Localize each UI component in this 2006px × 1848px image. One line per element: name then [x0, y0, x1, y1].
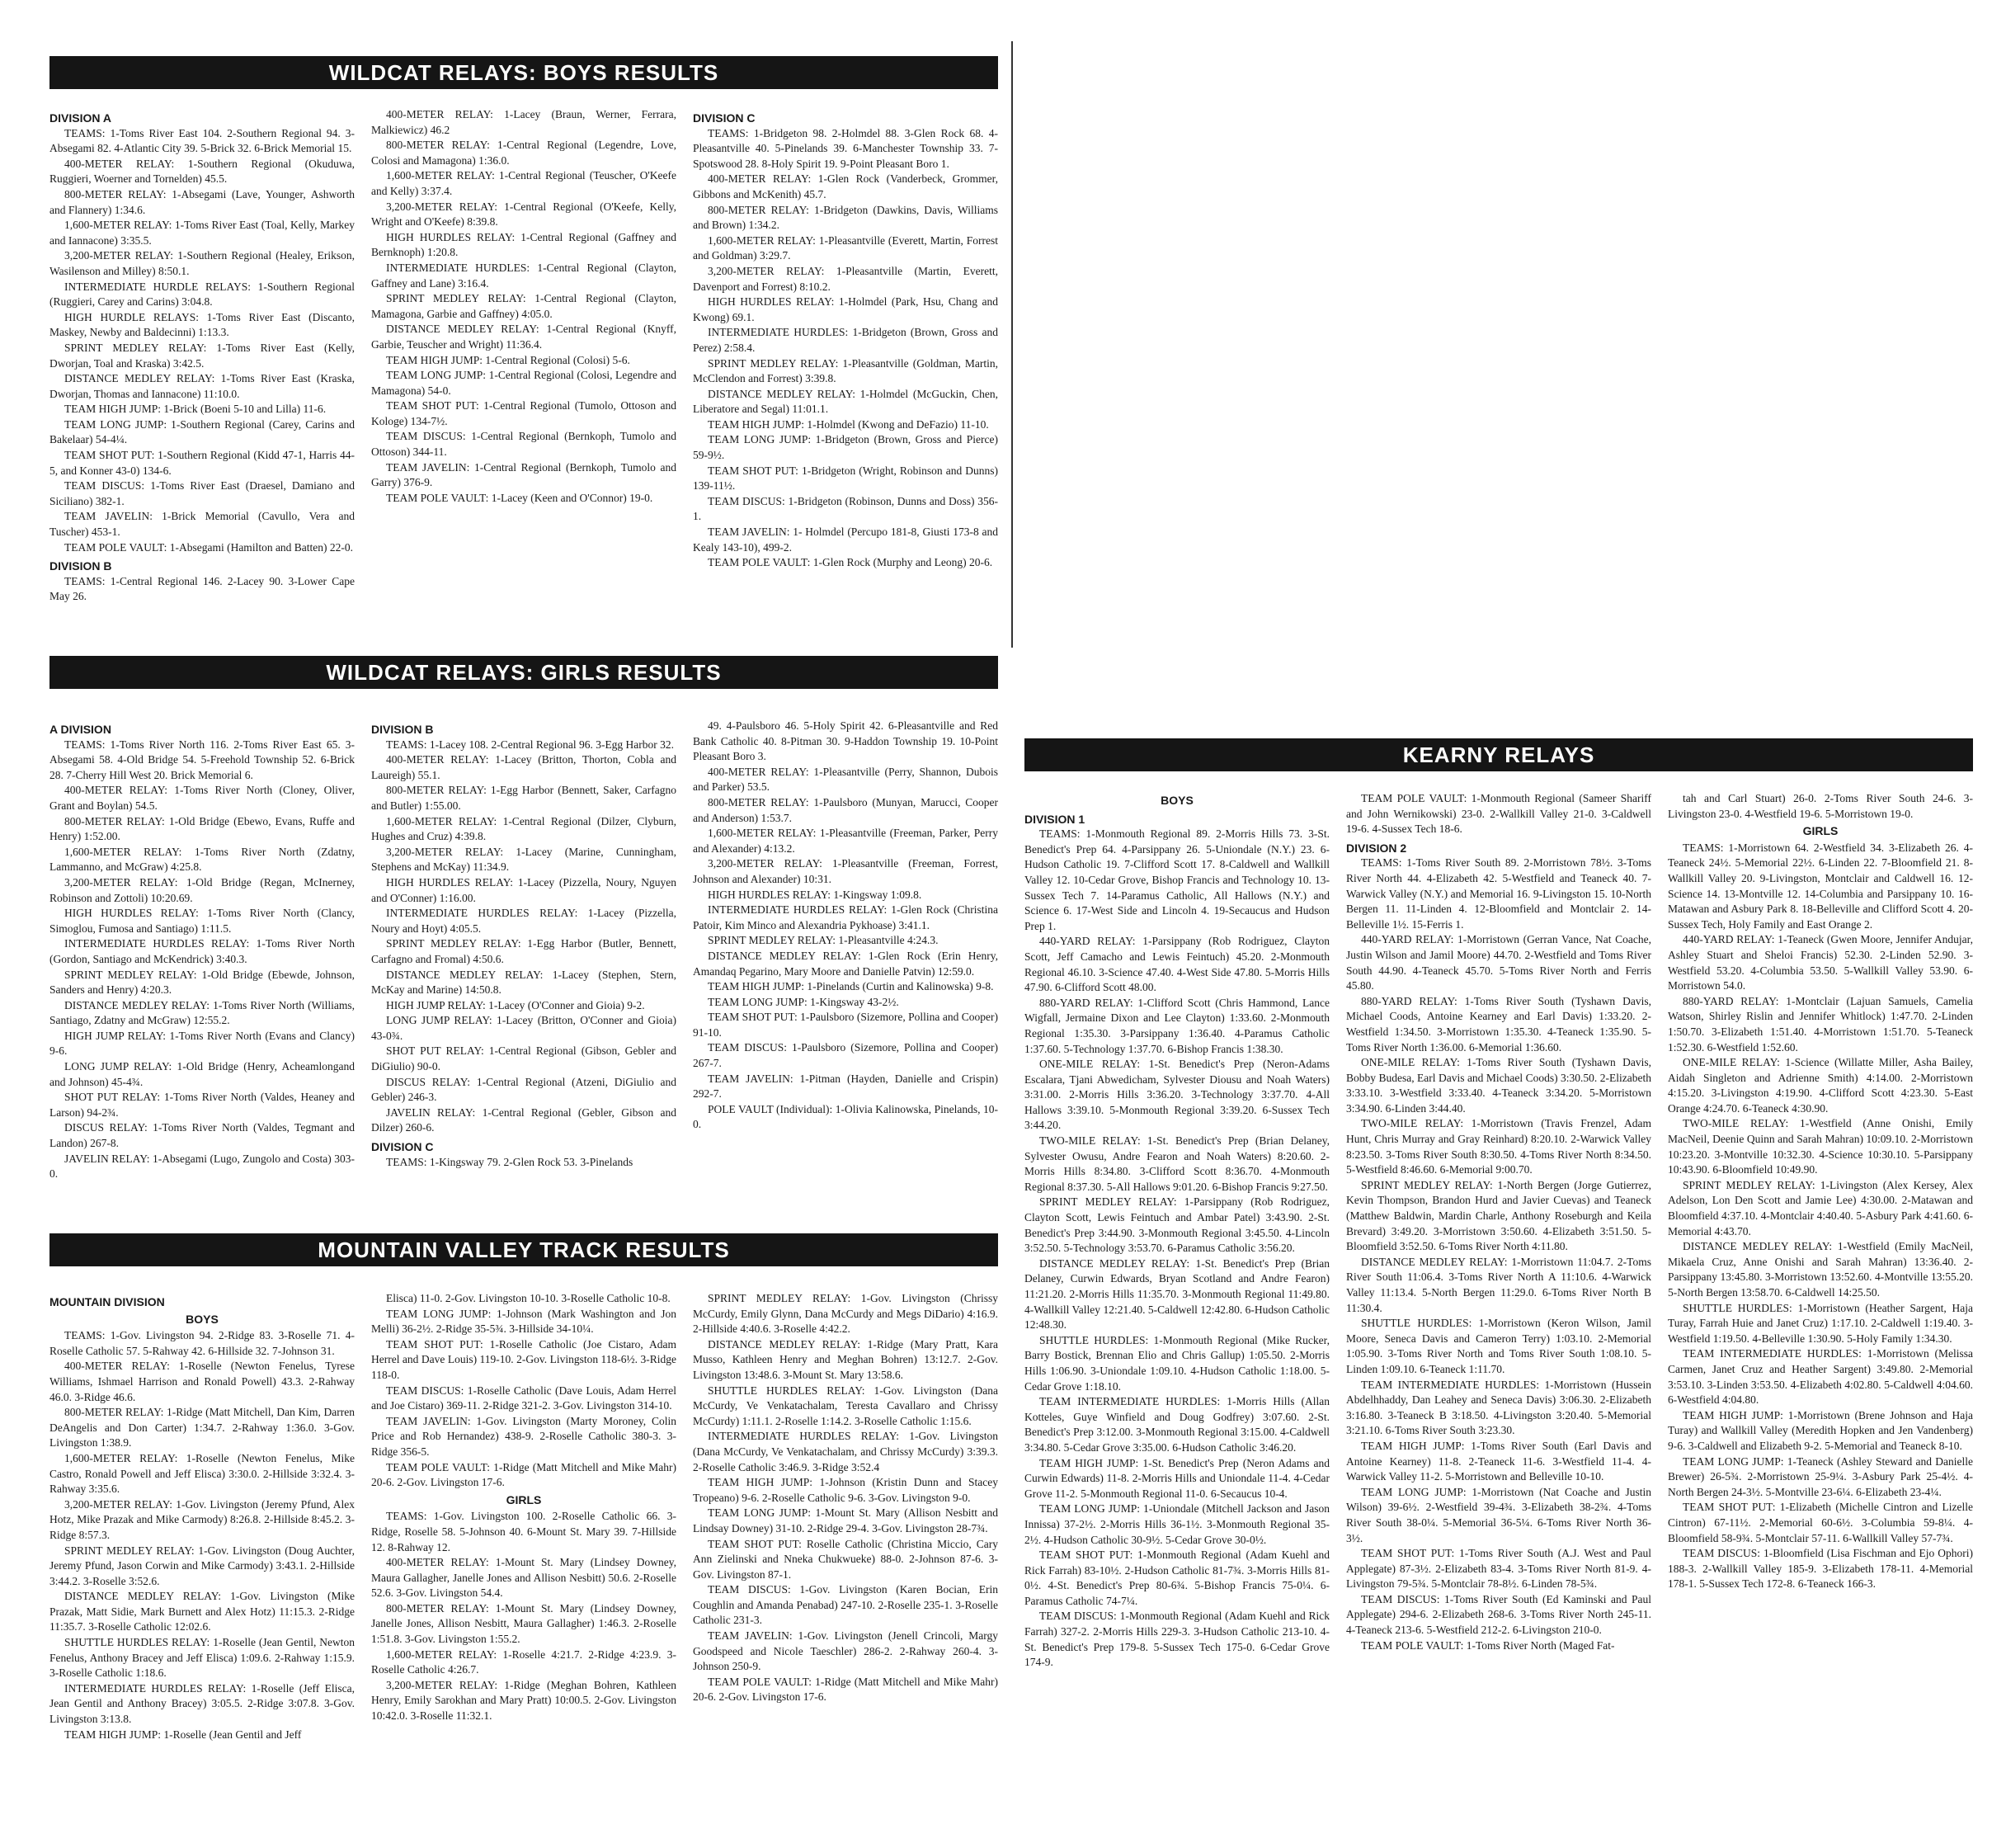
result-entry: SPRINT MEDLEY RELAY: 1-Old Bridge (Ebewde, Johnson, Sanders and Henry) 4:20.3.: [49, 968, 355, 997]
result-entry: 400-METER RELAY: 1-Mount St. Mary (Lindsey Downey, Maura Gallagher, Janelle Jones and Allison Nesbitt) 50.6. 2-Roselle 52.6. 3-Gov. Livingston 54.4.: [371, 1556, 676, 1600]
result-entry: TEAM JAVELIN: 1-Central Regional (Bernkoph, Tumolo and Garry) 376-9.: [371, 460, 676, 489]
result-entry: TEAMS: 1-Gov. Livingston 100. 2-Roselle Catholic 66. 3-Ridge, Roselle 58. 5-Johnson 40. 6-Mount St. Mary 39. 7-Hillside 12. 8-Rahway 12.: [371, 1510, 676, 1553]
boys-col-2: [371, 107, 676, 635]
division-heading: DIVISION B: [49, 559, 112, 573]
girls-results-banner: WILDCAT RELAYS: GIRLS RESULTS: [49, 656, 998, 689]
result-entry: SPRINT MEDLEY RELAY: 1-Central Regional (Clayton, Mamagona, Garbie and Gaffney) 4:05.0.: [371, 292, 676, 320]
result-entry: TEAM LONG JUMP: 1-Southern Regional (Carey, Carins and Bakelaar) 54-4¼.: [49, 417, 355, 446]
result-entry: TEAM HIGH JUMP: 1-St. Benedict's Prep (Neron Adams and Curwin Edwards) 11-8. 2-Morris Hills and Uniondale 11-4. 4-Cedar Grove 11-2. 5-Monmouth Regional 11-0. 6-Secaucus 10-4.: [1024, 1456, 1330, 1500]
result-entry: 3,200-METER RELAY: 1-Gov. Livingston (Jeremy Pfund, Alex Hotz, Mike Prazak and Mike Carmody) 8:26.8. 2-Hillside 8:45.2. 3-Ridge 8:57.3.: [49, 1497, 355, 1541]
result-entry: TEAM DISCUS: 1-Bridgeton (Robinson, Dunns and Doss) 356-1.: [693, 494, 998, 523]
result-entry: SPRINT MEDLEY RELAY: 1-Pleasantville 4:24.3.: [708, 934, 939, 947]
result-entry: 1,600-METER RELAY: 1-Central Regional (Teuscher, O'Keefe and Kelly) 3:37.4.: [371, 169, 676, 197]
result-entry: DISTANCE MEDLEY RELAY: 1-Glen Rock (Erin Henry, Amandaq Pegarino, Mary Moore and Danielle Patvin) 12:59.0.: [693, 949, 998, 978]
result-entry: LONG JUMP RELAY: 1-Old Bridge (Henry, Acheamlongand and Johnson) 45-4¾.: [49, 1060, 355, 1088]
result-entry: TEAM JAVELIN: 1-Pitman (Hayden, Danielle and Crispin) 292-7.: [693, 1072, 998, 1101]
result-entry: TWO-MILE RELAY: 1-Westfield (Anne Onishi, Emily MacNeil, Deenie Quinn and Sarah Mahran) 10:09.10. 2-Morristown 10:23.20. 3-Montville 10:32.30. 4-Science 10:30.10. 5-Parsippany 10:43.90. 6-Bloomfield 10:49.90.: [1668, 1117, 1973, 1176]
gender-heading: BOYS: [1161, 794, 1194, 807]
result-entry: DISTANCE MEDLEY RELAY: 1-St. Benedict's Prep (Brian Delaney, Curwin Edwards, Bryan Scotland and Andre Fearon) 11:21.20. 2-Morris Hills 11:35.70. 3-Monmouth Regional 11:49.80. 4-Wallkill Valley 12:21.40. 5-Caldwell 12:42.80. 6-Hudson Catholic 12:48.30.: [1024, 1256, 1330, 1332]
result-entry: DISTANCE MEDLEY RELAY: 1-Central Regional (Knyff, Garbie, Teuscher and Wright) 11:36.4.: [371, 323, 676, 351]
result-entry: TEAM SHOT PUT: 1-Southern Regional (Kidd 47-1, Harris 44-5, and Konner 43-0) 134-6.: [49, 449, 355, 477]
girls-col-2: [371, 719, 676, 1205]
result-entry: 3,200-METER RELAY: 1-Pleasantville (Martin, Everett, Davenport and Forrest) 8:10.2.: [693, 264, 998, 293]
result-entry: TWO-MILE RELAY: 1-St. Benedict's Prep (Brian Delaney, Sylvester Owusu, Andre Fearon and Noah Waters) 8:20.60. 2-Morris Hills 8:34.80. 3-Clifford Scott 8:36.70. 4-Monmouth Regional 8:37.30. 5-All Hallows 9:01.20. 6-Bishop Francis 9:27.50.: [1024, 1134, 1330, 1193]
girls-col-3: [693, 719, 998, 1205]
result-entry: TEAM DISCUS: 1-Central Regional (Bernkoph, Tumolo and Ottoson) 344-11.: [371, 430, 676, 459]
result-entry: DISCUS RELAY: 1-Toms River North (Valdes, Tegmant and Landon) 267-8.: [49, 1121, 355, 1150]
result-entry: 800-METER RELAY: 1-Bridgeton (Dawkins, Davis, Williams and Brown) 1:34.2.: [693, 203, 998, 232]
result-entry: 400-METER RELAY: 1-Lacey (Braun, Werner, Ferrara, Malkiewicz) 46.2: [371, 108, 676, 136]
result-entry: 1,600-METER RELAY: 1-Pleasantville (Freeman, Parker, Perry and Alexander) 4:13.2.: [693, 827, 998, 855]
result-entry: DISTANCE MEDLEY RELAY: 1-Holmdel (McGuckin, Chen, Liberatore and Segal) 11:01.1.: [693, 387, 998, 416]
result-entry: TEAM LONG JUMP: 1-Bridgeton (Brown, Gross and Pierce) 59-9½.: [693, 433, 998, 462]
result-entry: TEAM DISCUS: 1-Paulsboro (Sizemore, Pollina and Cooper) 267-7.: [693, 1041, 998, 1070]
result-entry: TEAMS: 1-Morristown 64. 2-Westfield 34. 3-Elizabeth 26. 4-Teaneck 24½. 5-Memorial 22½. 6-Linden 22. 7-Bloomfield 21. 8-Wallkill Valley 20. 9-Livingston, Montclair and Caldwell 16. 12-Science 14. 13-Montville 12. 14-Columbia and Parsippany 10. 16-Matawan and Asbury Park 8. 18-Belleville and Clifford Scott 4. 20-Sussex Tech, Holy Family and East Orange 2.: [1668, 841, 1973, 931]
kearny-results-banner: KEARNY RELAYS: [1024, 738, 1973, 771]
result-entry: 1,600-METER RELAY: 1-Central Regional (Dilzer, Clyburn, Hughes and Cruz) 4:39.8.: [371, 814, 676, 843]
result-entry: 440-YARD RELAY: 1-Teaneck (Gwen Moore, Jennifer Andujar, Ashley Stuart and Sheloi Francis) 52.30. 2-Linden 52.90. 3-Westfield 53.20. 4-Columbia 53.50. 5-Wallkill Valley 53.90. 6-Morristown 54.0.: [1668, 933, 1973, 992]
result-entry: SHOT PUT RELAY: 1-Central Regional (Gibson, Gebler and DiGiulio) 90-0.: [371, 1044, 676, 1073]
result-entry: TEAMS: 1-Toms River North 116. 2-Toms River East 65. 3-Absegami 58. 4-Old Bridge 54. 5-Freehold Township 52. 6-Brick 28. 7-Cherry Hill West 20. Brick Memorial 6.: [49, 738, 355, 781]
result-entry: JAVELIN RELAY: 1-Central Regional (Gebler, Gibson and Dilzer) 260-6.: [371, 1106, 676, 1134]
boys-col-1: [49, 107, 355, 635]
division-heading: DIVISION C: [693, 111, 756, 125]
result-entry: TEAM DISCUS: 1-Toms River South (Ed Kaminski and Paul Applegate) 294-6. 2-Elizabeth 268-6. 3-Toms River North 245-11. 4-Teaneck 213-6. 5-Westfield 212-2. 6-Livingston 210-0.: [1346, 1592, 1651, 1637]
result-entry: 400-METER RELAY: 1-Southern Regional (Okuduwa, Ruggieri, Woerner and Tornelden) 45.5.: [49, 157, 355, 186]
result-entry: HIGH JUMP RELAY: 1-Lacey (O'Conner and Gioia) 9-2.: [386, 998, 645, 1011]
result-entry: TEAM LONG JUMP: 1-Morristown (Nat Coache and Justin Wilson) 39-6½. 2-Westfield 39-4¾. 3-Elizabeth 38-2¾. 4-Toms River South 38-0¼. 5-Memorial 36-5¼. 6-Toms River North 36-3½.: [1346, 1485, 1651, 1544]
mountain-col-1: [49, 1291, 355, 1803]
result-entry: TEAM HIGH JUMP: 1-Holmdel (Kwong and DeFazio) 11-10.: [708, 417, 989, 431]
result-entry: TEAMS: 1-Kingsway 79. 2-Glen Rock 53. 3-Pinelands: [386, 1155, 633, 1168]
result-entry: 3,200-METER RELAY: 1-Ridge (Meghan Bohren, Kathleen Henry, Emily Sarokhan and Mary Pratt) 10:00.5. 2-Gov. Livingston 10:42.0. 3-Roselle 11:32.1.: [371, 1678, 676, 1723]
page-divider: [1011, 41, 1013, 648]
result-entry: TEAM HIGH JUMP: 1-Roselle (Jean Gentil and Jeff: [64, 1728, 302, 1741]
result-entry: TEAM SHOT PUT: Roselle Catholic (Christina Miccio, Cary Ann Zielinski and Nneka Chukwueke) 88-0. 2-Johnson 87-6. 3-Gov. Livingston 87-1.: [693, 1537, 998, 1581]
result-entry: SHUTTLE HURDLES RELAY: 1-Gov. Livingston (Dana McCurdy, Ve Venkatachalam, Teresta Cavallaro and Chrissy McCurdy) 1:11.1. 2-Roselle 1:14.2. 3-Roselle Catholic 1:15.6.: [693, 1384, 998, 1427]
result-entry: HIGH HURDLES RELAY: 1-Lacey (Pizzella, Noury, Nguyen and O'Conner) 1:16.00.: [371, 875, 676, 904]
result-entry: 800-METER RELAY: 1-Ridge (Matt Mitchell, Dan Kim, Darren DeAngelis and Don Carter) 1:34.7. 2-Rahway 1:36.0. 3-Gov. Livingston 1:38.9.: [49, 1406, 355, 1450]
result-entry: 800-METER RELAY: 1-Egg Harbor (Bennett, Saker, Carfagno and Butler) 1:55.00.: [371, 784, 676, 812]
result-entry: DISTANCE MEDLEY RELAY: 1-Toms River North (Williams, Santiago, Zdatny and McGraw) 12:55.2.: [49, 998, 355, 1027]
division-heading: DIVISION 2: [1346, 841, 1407, 855]
kearny-results-section: [1024, 738, 1973, 1811]
result-entry: 3,200-METER RELAY: 1-Southern Regional (Healey, Erikson, Wasilenson and Milley) 8:50.1.: [49, 249, 355, 277]
result-entry: SHUTTLE HURDLES: 1-Morristown (Heather Sargent, Haja Turay, Farrah Huie and Janet Cruz) 1:17.10. 2-Caldwell 1:19.40. 3-Westfield 1:19.50. 4-Belleville 1:30.90. 5-Holy Family 1:34.30.: [1668, 1301, 1973, 1345]
result-entry: TEAM JAVELIN: 1-Gov. Livingston (Marty Moroney, Colin Price and Rob Hernandez) 438-9. 2-Roselle Catholic 380-3. 3-Ridge 356-5.: [371, 1414, 676, 1458]
result-entry: SPRINT MEDLEY RELAY: 1-Pleasantville (Goldman, Martin, McClendon and Forrest) 3:39.8.: [693, 356, 998, 385]
result-entry: 400-METER RELAY: 1-Toms River North (Cloney, Oliver, Grant and Boylan) 54.5.: [49, 784, 355, 812]
result-entry: INTERMEDIATE HURDLES RELAY: 1-Roselle (Jeff Elisca, Jean Gentil and Anthony Bracey) 3:05.5. 2-Ridge 3:07.8. 3-Gov. Livingston 3:13.8.: [49, 1681, 355, 1726]
result-entry: TEAM LONG JUMP: 1-Johnson (Mark Washington and Jon Melli) 36-2½. 2-Ridge 35-5¾. 3-Hillside 34-10¼.: [371, 1307, 676, 1336]
result-entry: TEAMS: 1-Monmouth Regional 89. 2-Morris Hills 73. 3-St. Benedict's Prep 64. 4-Parsippany 26. 5-Uniondale (N.Y.) 23. 6-Hudson Catholic 19. 7-Clifford Scott 17. 8-Caldwell and Wallkill Valley 12. 10-Cedar Grove, Bishop Francis and Technology 10. 13-Sussex Tech 7. 14-Paramus Catholic, All Hallows (N.Y.) and Science 6. 17-West Side and Lincoln 4. 19-Secaucus and Hudson Prep 1.: [1024, 827, 1330, 932]
result-entry: TEAM LONG JUMP: 1-Teaneck (Ashley Steward and Danielle Brewer) 26-5¾. 2-Morristown 25-9¼. 3-Asbury Park 25-4½. 4-North Bergen 24-3½. 5-Montville 23-6¼. 6-Elizabeth 23-4¼.: [1668, 1454, 1973, 1498]
result-entry: DISTANCE MEDLEY RELAY: 1-Ridge (Mary Pratt, Kara Musso, Kathleen Henry and Meghan Bohren) 13:12.7. 2-Gov. Livingston 13:48.6. 3-Mount St. Mary 13:58.6.: [693, 1337, 998, 1381]
result-entry: TEAM SHOT PUT: 1-Toms River South (A.J. West and Paul Applegate) 87-3½. 2-Elizabeth 83-4. 3-Toms River North 81-9. 4-Livingston 79-5¾. 5-Montclair 78-8½. 6-Linden 78-5¾.: [1346, 1547, 1651, 1591]
result-entry: INTERMEDIATE HURDLES RELAY: 1-Gov. Livingston (Dana McCurdy, Ve Venkatachalam, and Chrissy McCurdy) 3:39.3. 2-Roselle Catholic 3:46.9. 3-Ridge 3:52.4: [693, 1430, 998, 1473]
boys-col-3: [693, 107, 998, 635]
result-entry: SPRINT MEDLEY RELAY: 1-Gov. Livingston (Doug Auchter, Jeremy Pfund, Jason Corwin and Mike Carmody) 3:43.1. 2-Hillside 3:44.2. 3-Roselle 3:52.6.: [49, 1544, 355, 1587]
result-entry: SPRINT MEDLEY RELAY: 1-Livingston (Alex Kersey, Alex Adelson, Lon Den Scott and Jamie Lee) 4:30.00. 2-Matawan and Bloomfield 4:37.10. 4-Montclair 4:40.40. 5-Asbury Park 4:41.60. 6-Memorial 4:43.70.: [1668, 1178, 1973, 1238]
result-entry: TEAM SHOT PUT: 1-Roselle Catholic (Joe Cistaro, Adam Herrel and Dave Louis) 119-10. 2-Gov. Livingston 118-6½. 3-Ridge 118-0.: [371, 1337, 676, 1381]
result-entry: TEAM POLE VAULT: 1-Ridge (Matt Mitchell and Mike Mahr) 20-6. 2-Gov. Livingston 17-6.: [693, 1675, 998, 1704]
result-entry: 1,600-METER RELAY: 1-Toms River North (Zdatny, Lammanno, and McGraw) 4:25.8.: [49, 845, 355, 874]
result-entry: TEAM HIGH JUMP: 1-Toms River South (Earl Davis and Antoine Kearney) 11-8. 2-Teaneck 11-6. 3-Westfield 11-4. 4-Warwick Valley 11-2. 5-Morristown and Belleville 10-10.: [1346, 1439, 1651, 1483]
result-entry: TEAM POLE VAULT: 1-Toms River North (Maged Fat-: [1361, 1638, 1615, 1652]
result-entry: 1,600-METER RELAY: 1-Roselle 4:21.7. 2-Ridge 4:23.9. 3-Roselle Catholic 4:26.7.: [371, 1648, 676, 1676]
result-entry: SPRINT MEDLEY RELAY: 1-Parsippany (Rob Rodriguez, Clayton Scott, Lewis Feintuch and Ambar Patel) 3:43.90. 2-St. Benedict's Prep 3:44.90. 3-Monmouth Regional 3:45.50. 4-Lincoln 3:52.50. 5-Technology 3:53.70. 6-Paramus Catholic 3:56.20.: [1024, 1195, 1330, 1255]
result-entry: DISCUS RELAY: 1-Central Regional (Atzeni, DiGiulio and Gebler) 246-3.: [371, 1075, 676, 1104]
result-entry: TEAMS: 1-Toms River South 89. 2-Morristown 78½. 3-Toms River North 44. 4-Elizabeth 42. 5-Westfield and Teaneck 40. 7-Warwick Valley (N.Y.) and Memorial 16. 9-Livingston 15. 10-North Bergen 11. 11-Linden 4. 12-Bloomfield and Montclair 2. 14-Belleville 1½. 15-Ferris 1.: [1346, 856, 1651, 931]
result-entry: TEAM INTERMEDIATE HURDLES: 1-Morristown (Hussein Abdelhhaddy, Dan Leahey and Seneca Davis) 3:06.30. 2-Elizabeth 3:16.80. 3-Teaneck B 3:18.50. 4-Livingston 3:20.40. 5-Memorial 3:21.10. 6-Toms River South 3:23.30.: [1346, 1378, 1651, 1437]
result-entry: ONE-MILE RELAY: 1-St. Benedict's Prep (Neron-Adams Escalara, Tjani Abwedicham, Sylvester Diousu and Noah Waters) 3:31.00. 2-Morris Hills 3:36.20. 3-Technology 3:37.70. 4-All Hallows 3:39.10. 5-Monmouth Regional 3:39.20. 6-Sussex Tech 3:44.20.: [1024, 1058, 1330, 1132]
result-entry: TEAM HIGH JUMP: 1-Pinelands (Curtin and Kalinowska) 9-8.: [708, 980, 994, 993]
result-entry: LONG JUMP RELAY: 1-Lacey (Britton, O'Conner and Gioia) 43-0¾.: [371, 1014, 676, 1042]
result-entry: TEAM POLE VAULT: 1-Ridge (Matt Mitchell and Mike Mahr) 20-6. 2-Gov. Livingston 17-6.: [371, 1460, 676, 1489]
result-entry: 880-YARD RELAY: 1-Montclair (Lajuan Samuels, Camelia Watson, Shirley Rislin and Jennifer Whitlock) 1:47.70. 2-Linden 1:50.70. 3-Elizabeth 1:51.40. 4-Morristown 1:51.70. 5-Teaneck 1:52.30. 6-Westfield 1:52.60.: [1668, 994, 1973, 1054]
result-entry: TEAM SHOT PUT: 1-Paulsboro (Sizemore, Pollina and Cooper) 91-10.: [693, 1011, 998, 1039]
result-entry: ONE-MILE RELAY: 1-Science (Willatte Miller, Asha Bailey, Aidah Singleton and Adrienne Smith) 4:14.00. 2-Morristown 4:15.20. 3-Livingston 4:19.90. 4-Clifford Scott 4:23.30. 5-East Orange 4:24.70. 6-Teaneck 4:30.90.: [1668, 1056, 1973, 1115]
result-entry: SPRINT MEDLEY RELAY: 1-Gov. Livingston (Chrissy McCurdy, Emily Glynn, Dana McCurdy and Megs DiDario) 4:16.9. 2-Hillside 4:40.6. 3-Roselle 4:42.2.: [693, 1292, 998, 1336]
result-entry: SHUTTLE HURDLES RELAY: 1-Roselle (Jean Gentil, Newton Fenelus, Anthony Bracey and Jeff Elisca) 1:09.6. 2-Rahway 1:15.9. 3-Roselle Catholic 1:18.6.: [49, 1636, 355, 1680]
result-entry: TEAM POLE VAULT: 1-Lacey (Keen and O'Connor) 19-0.: [386, 491, 653, 504]
result-entry: 3,200-METER RELAY: 1-Lacey (Marine, Cunningham, Stephens and McKay) 11:34.9.: [371, 845, 676, 874]
result-entry: TEAM SHOT PUT: 1-Elizabeth (Michelle Cintron and Lizelle Cintron) 67-11½. 2-Memorial 60-6½. 3-Columbia 59-8¼. 4-Bloomfield 58-9¾. 5-Montclair 57-11. 6-Wallkill Valley 57-7¾.: [1668, 1501, 1973, 1544]
result-entry: INTERMEDIATE HURDLES RELAY: 1-Glen Rock (Christina Patoir, Kim Minco and Alexandria Pykhoase) 3:41.1.: [693, 903, 998, 931]
result-entry: TEAMS: 1-Central Regional 146. 2-Lacey 90. 3-Lower Cape May 26.: [49, 574, 355, 603]
girls-results-section: [49, 656, 998, 1209]
boys-results-section: [49, 56, 998, 642]
division-heading: MOUNTAIN DIVISION: [49, 1295, 165, 1308]
division-heading: DIVISION B: [371, 723, 434, 736]
gender-heading: GIRLS: [1802, 824, 1839, 838]
result-entry: 1,600-METER RELAY: 1-Roselle (Newton Fenelus, Mike Castro, Ronald Powell and Jeff Elisca) 3:30.0. 2-Hillside 3:32.4. 3-Rahway 3:35.6.: [49, 1451, 355, 1496]
result-entry: INTERMEDIATE HURDLES RELAY: 1-Toms River North (Gordon, Santiago and McKendrick) 3:40.3.: [49, 937, 355, 965]
result-entry: HIGH HURDLES RELAY: 1-Toms River North (Clancy, Simoglou, Fumosa and Santiago) 1:11.5.: [49, 907, 355, 935]
result-entry: HIGH HURDLE RELAYS: 1-Toms River East (Discanto, Maskey, Newby and Baldecinni) 1:13.3.: [49, 310, 355, 339]
gender-heading: BOYS: [186, 1312, 219, 1326]
result-entry: 400-METER RELAY: 1-Pleasantville (Perry, Shannon, Dubois and Parker) 53.5.: [693, 765, 998, 794]
division-heading: DIVISION 1: [1024, 812, 1085, 826]
result-entry: INTERMEDIATE HURDLES: 1-Bridgeton (Brown, Gross and Perez) 2:58.4.: [693, 326, 998, 354]
result-entry: Elisca) 11-0. 2-Gov. Livingston 10-10. 3-Roselle Catholic 10-8.: [386, 1292, 671, 1304]
result-entry: DISTANCE MEDLEY RELAY: 1-Morristown 11:04.7. 2-Toms River South 11:06.4. 3-Toms River North A 11:10.6. 4-Warwick Valley 11:13.4. 5-North Bergen 11:29.0. 6-Toms River North B 11:30.4.: [1346, 1255, 1651, 1314]
result-entry: TEAMS: 1-Lacey 108. 2-Central Regional 96. 3-Egg Harbor 32.: [386, 738, 675, 751]
result-entry: 3,200-METER RELAY: 1-Pleasantville (Freeman, Forrest, Johnson and Alexander) 10:31.: [693, 857, 998, 885]
result-entry: JAVELIN RELAY: 1-Absegami (Lugo, Zungolo and Costa) 303-0.: [49, 1152, 355, 1181]
result-entry: TEAM DISCUS: 1-Bloomfield (Lisa Fischman and Ejo Ophori) 188-3. 2-Wallkill Valley 185-9. 3-Elizabeth 178-11. 4-Memorial 178-1. 5-Sussex Tech 172-8. 6-Teaneck 166-3.: [1668, 1547, 1973, 1591]
mountain-results-banner: MOUNTAIN VALLEY TRACK RESULTS: [49, 1233, 998, 1266]
result-entry: 880-YARD RELAY: 1-Clifford Scott (Chris Hammond, Lance Wigfall, Jermaine Dixon and Lee Clayton) 1:33.60. 2-Monmouth Regional 1:35.30. 3-Parsippany 1:36.40. 4-Paramus Catholic 1:37.60. 5-Technology 1:37.70. 6-Bishop Francis 1:38.30.: [1024, 996, 1330, 1055]
result-entry: TEAM LONG JUMP: 1-Central Regional (Colosi, Legendre and Mamagona) 54-0.: [371, 369, 676, 397]
result-entry: TEAM HIGH JUMP: 1-Morristown (Brene Johnson and Haja Turay) and Wallkill Valley (Meredith Hopken and Jen Vandenberg) 9-6. 3-Caldwell and Elizabeth 9-2. 5-Memorial and Teaneck 8-10.: [1668, 1408, 1973, 1452]
result-entry: INTERMEDIATE HURDLES RELAY: 1-Lacey (Pizzella, Noury and Hoyt) 4:05.5.: [371, 907, 676, 935]
result-entry: TEAM POLE VAULT: 1-Monmouth Regional (Sameer Shariff and John Wernikowski) 23-0. 2-Wallkill Valley 21-0. 3-Caldwell 19-6. 4-Sussex Tech 18-6.: [1346, 792, 1651, 836]
girls-col-1: [49, 719, 355, 1205]
result-entry: DISTANCE MEDLEY RELAY: 1-Gov. Livingston (Mike Prazak, Matt Sidie, Mark Burnett and Alex Hotz) 11:15.3. 2-Ridge 11:35.7. 3-Roselle Catholic 12:02.6.: [49, 1590, 355, 1634]
result-entry: TEAM DISCUS: 1-Gov. Livingston (Karen Bocian, Erin Coughlin and Amanda Penabad) 247-10. 2-Roselle 235-1. 3-Roselle Catholic 231-3.: [693, 1583, 998, 1627]
result-entry: 440-YARD RELAY: 1-Parsippany (Rob Rodriguez, Clayton Scott, Jeff Camacho and Lewis Feintuch) 45.20. 2-Monmouth Regional 46.10. 3-Science 47.40. 4-West Side 47.80. 5-Morris Hills 47.90. 6-Clifford Scott 48.00.: [1024, 935, 1330, 994]
result-entry: HIGH HURDLES RELAY: 1-Holmdel (Park, Hsu, Chang and Kwong) 69.1.: [693, 295, 998, 323]
result-entry: TEAMS: 1-Bridgeton 98. 2-Holmdel 88. 3-Glen Rock 68. 4-Pleasantville 40. 5-Pinelands 39. 6-Manchester Township 33. 7-Spotswood 28. 8-Holy Spirit 19. 9-Point Pleasant Boro 1.: [693, 126, 998, 170]
result-entry: HIGH HURDLES RELAY: 1-Central Regional (Gaffney and Bernknoph) 1:20.8.: [371, 230, 676, 259]
result-entry: TEAM DISCUS: 1-Roselle Catholic (Dave Louis, Adam Herrel and Joe Cistaro) 369-11. 2-Ridge 321-2. 3-Gov. Livingston 314-10.: [371, 1384, 676, 1412]
result-entry: TEAM HIGH JUMP: 1-Central Regional (Colosi) 5-6.: [386, 353, 630, 366]
result-entry: SHOT PUT RELAY: 1-Toms River North (Valdes, Heaney and Larson) 94-2¾.: [49, 1091, 355, 1119]
result-entry: TEAM JAVELIN: 1-Gov. Livingston (Jenell Crincoli, Margy Goodspeed and Nicole Taeschler) 286-2. 2-Rahway 260-4. 3-Johnson 250-9.: [693, 1629, 998, 1673]
result-entry: TEAM SHOT PUT: 1-Monmouth Regional (Adam Kuehl and Rick Farrah) 83-10½. 2-Hudson Catholic 81-7¾. 3-Morris Hills 81-0½. 4-St. Benedict's Prep 80-6¾. 5-Bishop Francis 75-0¼. 6-Paramus Catholic 74-7¼.: [1024, 1549, 1330, 1607]
result-entry: 49. 4-Paulsboro 46. 5-Holy Spirit 42. 6-Pleasantville and Red Bank Catholic 40. 8-Pitman 30. 9-Haddon Township 19. 10-Point Pleasant Boro 3.: [693, 719, 998, 763]
division-heading: A DIVISION: [49, 723, 111, 736]
result-entry: 1,600-METER RELAY: 1-Toms River East (Toal, Kelly, Markey and Iannacone) 3:35.5.: [49, 219, 355, 247]
result-entry: 440-YARD RELAY: 1-Morristown (Gerran Vance, Nat Coache, Justin Wilson and Jamil Moore) 44.70. 2-Westfield and Toms River South 44.90. 4-Teaneck 45.70. 5-Toms River North and Ferris 45.80.: [1346, 933, 1651, 992]
result-entry: SPRINT MEDLEY RELAY: 1-Egg Harbor (Butler, Bennett, Carfagno and Fromal) 4:50.6.: [371, 937, 676, 965]
result-entry: HIGH HURDLES RELAY: 1-Kingsway 1:09.8.: [708, 888, 922, 901]
result-entry: 3,200-METER RELAY: 1-Central Regional (O'Keefe, Kelly, Wright and O'Keefe) 8:39.8.: [371, 200, 676, 229]
result-entry: SPRINT MEDLEY RELAY: 1-North Bergen (Jorge Gutierrez, Kevin Thompson, Brandon Hurd and Javier Cuevas) and Teaneck (Matthew Baldwin, Mardin Charle, Anthony Roseburgh and Keila Brevard) 3:49.20. 3-Morristown 3:50.60. 4-Elizabeth 3:51.50. 5-Bloomfield 3:52.50. 6-Toms River North 4:11.80.: [1346, 1178, 1651, 1253]
kearny-col-2: [1346, 791, 1651, 1806]
boys-results-banner: WILDCAT RELAYS: BOYS RESULTS: [49, 56, 998, 89]
result-entry: TEAM JAVELIN: 1-Brick Memorial (Cavullo, Vera and Tuscher) 453-1.: [49, 510, 355, 539]
kearny-col-3: [1668, 791, 1973, 1806]
result-entry: ONE-MILE RELAY: 1-Toms River South (Tyshawn Davis, Bobby Budesa, Earl Davis and Michael Coods) 3:30.50. 2-Elizabeth 3:33.10. 3-Westfield 3:33.40. 4-Teaneck 3:34.20. 5-Morristown 3:34.90. 6-Linden 3:44.40.: [1346, 1056, 1651, 1115]
division-heading: DIVISION C: [371, 1140, 434, 1154]
result-entry: TEAM POLE VAULT: 1-Glen Rock (Murphy and Leong) 20-6.: [708, 556, 993, 569]
result-entry: TEAM LONG JUMP: 1-Mount St. Mary (Allison Nesbitt and Lindsay Downey) 31-10. 2-Ridge 29-4. 3-Gov. Livingston 28-7¾.: [693, 1506, 998, 1534]
result-entry: 400-METER RELAY: 1-Lacey (Britton, Thorton, Cobla and Laureigh) 55.1.: [371, 753, 676, 781]
result-entry: 800-METER RELAY: 1-Absegami (Lave, Younger, Ashworth and Flannery) 1:34.6.: [49, 187, 355, 216]
result-entry: 800-METER RELAY: 1-Central Regional (Legendre, Love, Colosi and Mamagona) 1:36.0.: [371, 139, 676, 167]
result-entry: 1,600-METER RELAY: 1-Pleasantville (Everett, Martin, Forrest and Goldman) 3:29.7.: [693, 233, 998, 262]
result-entry: TEAM DISCUS: 1-Toms River East (Draesel, Damiano and Siciliano) 382-1.: [49, 479, 355, 507]
kearny-col-1: [1024, 791, 1330, 1806]
result-entry: DISTANCE MEDLEY RELAY: 1-Toms River East (Kraska, Dworjan, Thomas and Iannacone) 11:10.0.: [49, 372, 355, 400]
result-entry: 400-METER RELAY: 1-Glen Rock (Vanderbeck, Grommer, Gibbons and McKenith) 45.7.: [693, 172, 998, 200]
result-entry: 800-METER RELAY: 1-Old Bridge (Ebewo, Evans, Ruffe and Henry) 1:52.00.: [49, 814, 355, 843]
result-entry: TEAM LONG JUMP: 1-Kingsway 43-2½.: [708, 995, 899, 1008]
mountain-col-3: [693, 1291, 998, 1803]
result-entry: tah and Carl Stuart) 26-0. 2-Toms River South 24-6. 3-Livingston 23-0. 4-Westfield 19-6. 5-Morristown 19-0.: [1668, 792, 1973, 820]
result-entry: TEAM SHOT PUT: 1-Central Regional (Tumolo, Ottoson and Kologe) 134-7½.: [371, 399, 676, 427]
result-entry: 800-METER RELAY: 1-Paulsboro (Munyan, Marucci, Cooper and Anderson) 1:53.7.: [693, 795, 998, 824]
result-entry: 400-METER RELAY: 1-Roselle (Newton Fenelus, Tyrese Williams, Ishmael Harrison and Ronald Powell) 43.3. 2-Rahway 46.0. 3-Ridge 46.6.: [49, 1360, 355, 1403]
gender-heading: GIRLS: [506, 1492, 542, 1506]
division-heading: DIVISION A: [49, 111, 111, 125]
result-entry: DISTANCE MEDLEY RELAY: 1-Westfield (Emily MacNeil, Mikaela Cruz, Anne Onishi and Sarah Mahran) 13:36.40. 2-Parsippany 13:45.80. 3-Morristown 13:52.60. 4-Montville 13:55.20. 5-North Bergen 13:58.70. 6-Caldwell 14:25.50.: [1668, 1240, 1973, 1299]
result-entry: TEAM LONG JUMP: 1-Uniondale (Mitchell Jackson and Jason Innissa) 37-2½. 2-Morris Hills 36-1½. 3-Monmouth Regional 35-2½. 4-Hudson Catholic 30-9½. 5-Cedar Grove 30-0½.: [1024, 1502, 1330, 1546]
result-entry: TEAM POLE VAULT: 1-Absegami (Hamilton and Batten) 22-0.: [64, 540, 354, 554]
mountain-results-section: [49, 1233, 998, 1811]
result-entry: TEAM HIGH JUMP: 1-Johnson (Kristin Dunn and Stacey Tropeano) 9-6. 2-Roselle Catholic 9-6. 3-Gov. Livingston 9-0.: [693, 1476, 998, 1504]
result-entry: INTERMEDIATE HURDLE RELAYS: 1-Southern Regional (Ruggieri, Carey and Carins) 3:04.8.: [49, 280, 355, 309]
result-entry: TEAM DISCUS: 1-Monmouth Regional (Adam Kuehl and Rick Farrah) 327-2. 2-Morris Hills 229-3. 3-Hudson Catholic 213-10. 4-St. Benedict's Prep 179-8. 5-Sussex Tech 175-0. 6-Cedar Grove 174-9.: [1024, 1610, 1330, 1669]
result-entry: DISTANCE MEDLEY RELAY: 1-Lacey (Stephen, Stern, McKay and Marine) 14:50.8.: [371, 968, 676, 997]
mountain-col-2: [371, 1291, 676, 1803]
result-entry: 3,200-METER RELAY: 1-Old Bridge (Regan, McInerney, Robinson and Zottoli) 10:20.69.: [49, 875, 355, 904]
result-entry: TWO-MILE RELAY: 1-Morristown (Travis Frenzel, Adam Hunt, Chris Murray and Gray Reinhard) 8:20.10. 2-Warwick Valley 8:23.50. 3-Toms River South 8:30.50. 4-Toms River North 8:34.50. 5-Westfield 8:46.60. 6-Memorial 9:00.70.: [1346, 1117, 1651, 1176]
result-entry: SPRINT MEDLEY RELAY: 1-Toms River East (Kelly, Dworjan, Toal and Kraska) 3:42.5.: [49, 341, 355, 370]
result-entry: 880-YARD RELAY: 1-Toms River South (Tyshawn Davis, Michael Coods, Antoine Kearney and Earl Davis) 1:33.20. 2-Westfield 1:34.50. 3-Morristown 1:35.30. 4-Teaneck 1:35.90. 5-Toms River North 1:36.00. 6-Memorial 1:36.60.: [1346, 994, 1651, 1054]
result-entry: TEAMS: 1-Toms River East 104. 2-Southern Regional 94. 3-Absegami 82. 4-Atlantic City 39. 5-Brick 32. 6-Brick Memorial 15.: [49, 126, 355, 155]
result-entry: TEAM INTERMEDIATE HURDLES: 1-Morristown (Melissa Carmen, Janet Cruz and Heather Sargent) 3:49.80. 2-Memorial 3:53.10. 3-Linden 3:53.50. 4-Elizabeth 4:02.80. 5-Caldwell 4:04.60. 6-Westfield 4:04.80.: [1668, 1347, 1973, 1407]
result-entry: SHUTTLE HURDLES: 1-Morristown (Keron Wilson, Jamil Moore, Seneca Davis and Cameron Terry) 1:03.10. 2-Memorial 1:05.90. 3-Toms River North and Toms River South 1:08.10. 5-Linden 1:09.10. 6-Teaneck 1:11.70.: [1346, 1317, 1651, 1375]
result-entry: TEAM SHOT PUT: 1-Bridgeton (Wright, Robinson and Dunns) 139-11½.: [693, 464, 998, 493]
result-entry: SHUTTLE HURDLES: 1-Monmouth Regional (Mike Rucker, Barry Bostick, Brennan Elio and Chris Gallup) 1:05.50. 2-Morris Hills 1:06.90. 3-Uniondale 1:09.10. 4-Hudson Catholic 1:18.00. 5-Cedar Grove 1:18.10.: [1024, 1333, 1330, 1393]
result-entry: TEAM HIGH JUMP: 1-Brick (Boeni 5-10 and Lilla) 11-6.: [64, 403, 327, 416]
result-entry: TEAMS: 1-Gov. Livingston 94. 2-Ridge 83. 3-Roselle 71. 4-Roselle Catholic 57. 5-Rahway 42. 6-Hillside 32. 7-Johnson 31.: [49, 1329, 355, 1357]
result-entry: INTERMEDIATE HURDLES: 1-Central Regional (Clayton, Gaffney and Lane) 3:16.4.: [371, 261, 676, 290]
result-entry: TEAM INTERMEDIATE HURDLES: 1-Morris Hills (Allan Kotteles, Guye Winfield and Doug Godfrey) 3:07.60. 2-St. Benedict's Prep 3:12.00. 3-Monmouth Regional 3:15.00. 4-Caldwell 3:34.80. 5-Cedar Grove 3:35.00. 6-Hudson Catholic 3:46.20.: [1024, 1395, 1330, 1454]
result-entry: HIGH JUMP RELAY: 1-Toms River North (Evans and Clancy) 9-6.: [49, 1029, 355, 1058]
result-entry: POLE VAULT (Individual): 1-Olivia Kalinowska, Pinelands, 10-0.: [693, 1102, 998, 1131]
result-entry: TEAM JAVELIN: 1- Holmdel (Percupo 181-8, Giusti 173-8 and Kealy 143-10), 499-2.: [693, 526, 998, 554]
result-entry: 800-METER RELAY: 1-Mount St. Mary (Lindsey Downey, Janelle Jones, Allison Nesbitt, Maura Gallagher) 1:46.3. 2-Roselle 1:51.8. 3-Gov. Livingston 1:55.2.: [371, 1601, 676, 1646]
